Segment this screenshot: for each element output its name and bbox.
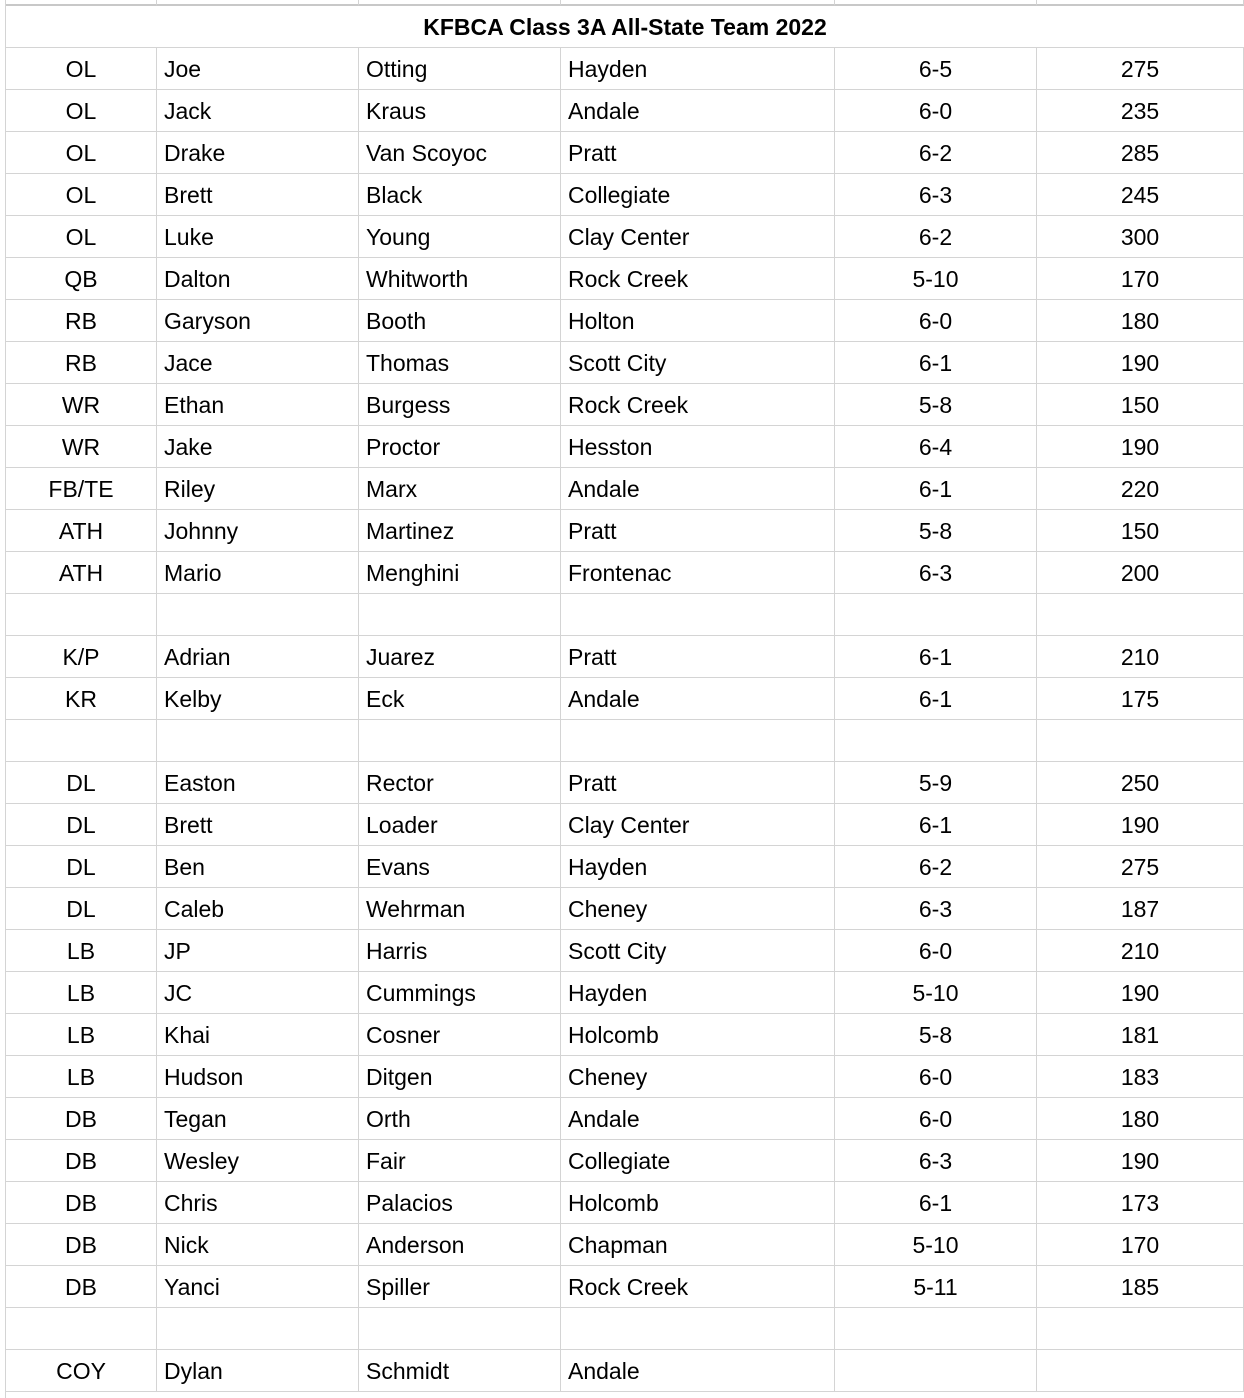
position-cell[interactable]: OL: [6, 48, 157, 90]
school-cell[interactable]: Andale: [561, 1098, 835, 1140]
height-cell[interactable]: 6-1: [835, 636, 1037, 678]
last-name-cell[interactable]: Martinez: [359, 510, 561, 552]
table-row: [6, 1056, 1244, 1098]
height-cell[interactable]: 6-0: [835, 90, 1037, 132]
height-cell[interactable]: 6-0: [835, 1056, 1037, 1098]
first-name-cell[interactable]: Jack: [157, 90, 359, 132]
weight-cell[interactable]: 275: [1037, 846, 1244, 888]
first-name-cell[interactable]: Ethan: [157, 384, 359, 426]
first-name-cell[interactable]: Yanci: [157, 1266, 359, 1308]
first-name-cell[interactable]: Nick: [157, 1224, 359, 1266]
weight-cell[interactable]: [1037, 720, 1244, 762]
last-name-cell[interactable]: Wehrman: [359, 888, 561, 930]
table-row: [6, 510, 1244, 552]
weight-cell[interactable]: 210: [1037, 636, 1244, 678]
position-cell[interactable]: DB: [6, 1098, 157, 1140]
first-name-cell[interactable]: Brett: [157, 174, 359, 216]
position-cell[interactable]: RB: [6, 342, 157, 384]
position-cell[interactable]: ATH: [6, 552, 157, 594]
first-name-cell[interactable]: Adrian: [157, 636, 359, 678]
weight-cell[interactable]: 300: [1037, 216, 1244, 258]
last-name-cell[interactable]: Van Scoyoc: [359, 132, 561, 174]
last-name-cell[interactable]: Anderson: [359, 1224, 561, 1266]
height-cell[interactable]: [835, 594, 1037, 636]
last-name-cell[interactable]: Proctor: [359, 426, 561, 468]
weight-cell[interactable]: [1037, 594, 1244, 636]
height-cell[interactable]: 6-2: [835, 846, 1037, 888]
last-name-cell[interactable]: Thomas: [359, 342, 561, 384]
last-name-cell[interactable]: Schmidt: [359, 1350, 561, 1392]
school-cell[interactable]: Andale: [561, 468, 835, 510]
school-cell[interactable]: Holcomb: [561, 1182, 835, 1224]
school-cell[interactable]: Clay Center: [561, 804, 835, 846]
table-row: [6, 1140, 1244, 1182]
school-cell[interactable]: Holton: [561, 300, 835, 342]
position-cell[interactable]: OL: [6, 216, 157, 258]
title-cell[interactable]: KFBCA Class 3A All-State Team 2022: [6, 6, 1244, 48]
last-name-cell[interactable]: [359, 594, 561, 636]
last-name-cell[interactable]: Kraus: [359, 90, 561, 132]
first-name-cell[interactable]: Riley: [157, 468, 359, 510]
first-name-cell[interactable]: Khai: [157, 1014, 359, 1056]
school-cell[interactable]: [561, 720, 835, 762]
table-row: [6, 90, 1244, 132]
height-cell[interactable]: 6-3: [835, 174, 1037, 216]
first-name-cell[interactable]: Jace: [157, 342, 359, 384]
position-cell[interactable]: [6, 594, 157, 636]
first-name-cell[interactable]: JP: [157, 930, 359, 972]
last-name-cell[interactable]: Booth: [359, 300, 561, 342]
last-name-cell[interactable]: Spiller: [359, 1266, 561, 1308]
weight-cell[interactable]: 275: [1037, 48, 1244, 90]
school-cell[interactable]: Pratt: [561, 510, 835, 552]
last-name-cell[interactable]: Palacios: [359, 1182, 561, 1224]
last-name-cell[interactable]: Eck: [359, 678, 561, 720]
table-body: [6, 48, 1244, 1392]
last-name-cell[interactable]: Otting: [359, 48, 561, 90]
first-name-cell[interactable]: Wesley: [157, 1140, 359, 1182]
height-cell[interactable]: 6-5: [835, 48, 1037, 90]
table-row: [6, 48, 1244, 90]
table-row: [6, 846, 1244, 888]
position-cell[interactable]: WR: [6, 426, 157, 468]
position-cell[interactable]: RB: [6, 300, 157, 342]
weight-cell[interactable]: 185: [1037, 1266, 1244, 1308]
weight-cell[interactable]: 180: [1037, 1098, 1244, 1140]
position-cell[interactable]: QB: [6, 258, 157, 300]
school-cell[interactable]: Rock Creek: [561, 384, 835, 426]
position-cell[interactable]: LB: [6, 972, 157, 1014]
spreadsheet: [6, 0, 1244, 1392]
last-name-cell[interactable]: Juarez: [359, 636, 561, 678]
weight-cell[interactable]: 150: [1037, 384, 1244, 426]
position-cell[interactable]: LB: [6, 1014, 157, 1056]
height-cell[interactable]: 6-3: [835, 888, 1037, 930]
weight-cell[interactable]: 187: [1037, 888, 1244, 930]
table-row: [6, 1014, 1244, 1056]
position-cell[interactable]: DL: [6, 888, 157, 930]
height-cell[interactable]: 6-3: [835, 552, 1037, 594]
weight-cell[interactable]: 190: [1037, 972, 1244, 1014]
school-cell[interactable]: Hesston: [561, 426, 835, 468]
position-cell[interactable]: DL: [6, 804, 157, 846]
school-cell[interactable]: Pratt: [561, 762, 835, 804]
last-name-cell[interactable]: Orth: [359, 1098, 561, 1140]
table-row: [6, 1350, 1244, 1392]
height-cell[interactable]: 6-0: [835, 1098, 1037, 1140]
first-name-cell[interactable]: Jake: [157, 426, 359, 468]
last-name-cell[interactable]: Cosner: [359, 1014, 561, 1056]
table-row: [6, 174, 1244, 216]
first-name-cell[interactable]: Drake: [157, 132, 359, 174]
school-cell[interactable]: Scott City: [561, 930, 835, 972]
weight-cell[interactable]: 190: [1037, 342, 1244, 384]
position-cell[interactable]: OL: [6, 90, 157, 132]
first-name-cell[interactable]: Easton: [157, 762, 359, 804]
first-name-cell[interactable]: Chris: [157, 1182, 359, 1224]
first-name-cell[interactable]: Tegan: [157, 1098, 359, 1140]
weight-cell[interactable]: 245: [1037, 174, 1244, 216]
school-cell[interactable]: Cheney: [561, 1056, 835, 1098]
position-cell[interactable]: WR: [6, 384, 157, 426]
height-cell[interactable]: 6-3: [835, 1140, 1037, 1182]
height-cell[interactable]: 6-1: [835, 804, 1037, 846]
table-row: [6, 1182, 1244, 1224]
height-cell[interactable]: 6-2: [835, 216, 1037, 258]
height-cell[interactable]: 6-1: [835, 342, 1037, 384]
position-cell[interactable]: DB: [6, 1224, 157, 1266]
position-cell[interactable]: [6, 720, 157, 762]
height-cell[interactable]: 5-10: [835, 258, 1037, 300]
height-cell[interactable]: [835, 1350, 1037, 1392]
weight-cell[interactable]: 250: [1037, 762, 1244, 804]
last-name-cell[interactable]: Rector: [359, 762, 561, 804]
school-cell[interactable]: [561, 1308, 835, 1350]
last-name-cell[interactable]: [359, 720, 561, 762]
first-name-cell[interactable]: [157, 1308, 359, 1350]
weight-cell[interactable]: [1037, 1350, 1244, 1392]
first-name-cell[interactable]: [157, 720, 359, 762]
last-name-cell[interactable]: Loader: [359, 804, 561, 846]
height-cell[interactable]: 6-1: [835, 678, 1037, 720]
position-cell[interactable]: DB: [6, 1140, 157, 1182]
table-row: [6, 804, 1244, 846]
first-name-cell[interactable]: Joe: [157, 48, 359, 90]
position-cell[interactable]: DB: [6, 1266, 157, 1308]
weight-cell[interactable]: 200: [1037, 552, 1244, 594]
school-cell[interactable]: Hayden: [561, 972, 835, 1014]
position-cell[interactable]: FB/TE: [6, 468, 157, 510]
school-cell[interactable]: Collegiate: [561, 174, 835, 216]
first-name-cell[interactable]: Mario: [157, 552, 359, 594]
first-name-cell[interactable]: Garyson: [157, 300, 359, 342]
table-row: [6, 300, 1244, 342]
position-cell[interactable]: COY: [6, 1350, 157, 1392]
table-row: [6, 636, 1244, 678]
last-name-cell[interactable]: Whitworth: [359, 258, 561, 300]
height-cell[interactable]: 5-8: [835, 384, 1037, 426]
school-cell[interactable]: Hayden: [561, 48, 835, 90]
school-cell[interactable]: Pratt: [561, 132, 835, 174]
height-cell[interactable]: 5-8: [835, 510, 1037, 552]
position-cell[interactable]: K/P: [6, 636, 157, 678]
last-name-cell[interactable]: Burgess: [359, 384, 561, 426]
height-cell[interactable]: 6-0: [835, 930, 1037, 972]
table-row: [6, 762, 1244, 804]
school-cell[interactable]: Collegiate: [561, 1140, 835, 1182]
weight-cell[interactable]: 190: [1037, 804, 1244, 846]
last-name-cell[interactable]: Menghini: [359, 552, 561, 594]
school-cell[interactable]: Rock Creek: [561, 258, 835, 300]
position-cell[interactable]: DL: [6, 846, 157, 888]
table-row: [6, 888, 1244, 930]
school-cell[interactable]: Frontenac: [561, 552, 835, 594]
school-cell[interactable]: Cheney: [561, 888, 835, 930]
school-cell[interactable]: [561, 594, 835, 636]
last-name-cell[interactable]: Black: [359, 174, 561, 216]
weight-cell[interactable]: 183: [1037, 1056, 1244, 1098]
table-row: [6, 342, 1244, 384]
table-row: [6, 1266, 1244, 1308]
height-cell[interactable]: 5-8: [835, 1014, 1037, 1056]
school-cell[interactable]: Pratt: [561, 636, 835, 678]
position-cell[interactable]: OL: [6, 174, 157, 216]
weight-cell[interactable]: 175: [1037, 678, 1244, 720]
weight-cell[interactable]: 181: [1037, 1014, 1244, 1056]
position-cell[interactable]: DB: [6, 1182, 157, 1224]
height-cell[interactable]: 6-1: [835, 468, 1037, 510]
position-cell[interactable]: KR: [6, 678, 157, 720]
last-name-cell[interactable]: Cummings: [359, 972, 561, 1014]
school-cell[interactable]: Holcomb: [561, 1014, 835, 1056]
first-name-cell[interactable]: Dylan: [157, 1350, 359, 1392]
weight-cell[interactable]: [1037, 1308, 1244, 1350]
weight-cell[interactable]: 220: [1037, 468, 1244, 510]
height-cell[interactable]: [835, 720, 1037, 762]
school-cell[interactable]: Rock Creek: [561, 1266, 835, 1308]
height-cell[interactable]: 5-11: [835, 1266, 1037, 1308]
title-row: [6, 6, 1244, 48]
height-cell[interactable]: 6-1: [835, 1182, 1037, 1224]
position-cell[interactable]: [6, 1308, 157, 1350]
table-row: [6, 1224, 1244, 1266]
school-cell[interactable]: Scott City: [561, 342, 835, 384]
weight-cell[interactable]: 210: [1037, 930, 1244, 972]
height-cell[interactable]: 6-4: [835, 426, 1037, 468]
table-row: [6, 1098, 1244, 1140]
first-name-cell[interactable]: Dalton: [157, 258, 359, 300]
last-name-cell[interactable]: Harris: [359, 930, 561, 972]
position-cell[interactable]: OL: [6, 132, 157, 174]
weight-cell[interactable]: 173: [1037, 1182, 1244, 1224]
weight-cell[interactable]: 180: [1037, 300, 1244, 342]
first-name-cell[interactable]: Luke: [157, 216, 359, 258]
table-row: [6, 468, 1244, 510]
position-cell[interactable]: LB: [6, 930, 157, 972]
table-row: [6, 720, 1244, 762]
table-row: [6, 1308, 1244, 1350]
table-row: [6, 426, 1244, 468]
last-name-cell[interactable]: Marx: [359, 468, 561, 510]
school-cell[interactable]: Clay Center: [561, 216, 835, 258]
position-cell[interactable]: DL: [6, 762, 157, 804]
table-row: [6, 258, 1244, 300]
first-name-cell[interactable]: Kelby: [157, 678, 359, 720]
school-cell[interactable]: Chapman: [561, 1224, 835, 1266]
first-name-cell[interactable]: JC: [157, 972, 359, 1014]
table-row: [6, 972, 1244, 1014]
first-name-cell[interactable]: Hudson: [157, 1056, 359, 1098]
height-cell[interactable]: 5-10: [835, 972, 1037, 1014]
table-row: [6, 216, 1244, 258]
weight-cell[interactable]: 150: [1037, 510, 1244, 552]
school-cell[interactable]: Andale: [561, 678, 835, 720]
table-row: [6, 678, 1244, 720]
weight-cell[interactable]: 235: [1037, 90, 1244, 132]
table-row: [6, 552, 1244, 594]
table-row: [6, 384, 1244, 426]
school-cell[interactable]: Hayden: [561, 846, 835, 888]
last-name-cell[interactable]: [359, 1308, 561, 1350]
weight-cell[interactable]: 285: [1037, 132, 1244, 174]
height-cell[interactable]: 6-0: [835, 300, 1037, 342]
table-row: [6, 930, 1244, 972]
last-name-cell[interactable]: Ditgen: [359, 1056, 561, 1098]
first-name-cell[interactable]: [157, 594, 359, 636]
first-name-cell[interactable]: Brett: [157, 804, 359, 846]
height-cell[interactable]: 6-2: [835, 132, 1037, 174]
last-name-cell[interactable]: Young: [359, 216, 561, 258]
weight-cell[interactable]: 190: [1037, 1140, 1244, 1182]
weight-cell[interactable]: 190: [1037, 426, 1244, 468]
weight-cell[interactable]: 170: [1037, 258, 1244, 300]
school-cell[interactable]: Andale: [561, 90, 835, 132]
first-name-cell[interactable]: Johnny: [157, 510, 359, 552]
table-row: [6, 594, 1244, 636]
last-name-cell[interactable]: Evans: [359, 846, 561, 888]
height-cell[interactable]: 5-9: [835, 762, 1037, 804]
first-name-cell[interactable]: Ben: [157, 846, 359, 888]
school-cell[interactable]: Andale: [561, 1350, 835, 1392]
table-row: [6, 132, 1244, 174]
position-cell[interactable]: LB: [6, 1056, 157, 1098]
last-name-cell[interactable]: Fair: [359, 1140, 561, 1182]
weight-cell[interactable]: 170: [1037, 1224, 1244, 1266]
position-cell[interactable]: ATH: [6, 510, 157, 552]
first-name-cell[interactable]: Caleb: [157, 888, 359, 930]
height-cell[interactable]: [835, 1308, 1037, 1350]
height-cell[interactable]: 5-10: [835, 1224, 1037, 1266]
